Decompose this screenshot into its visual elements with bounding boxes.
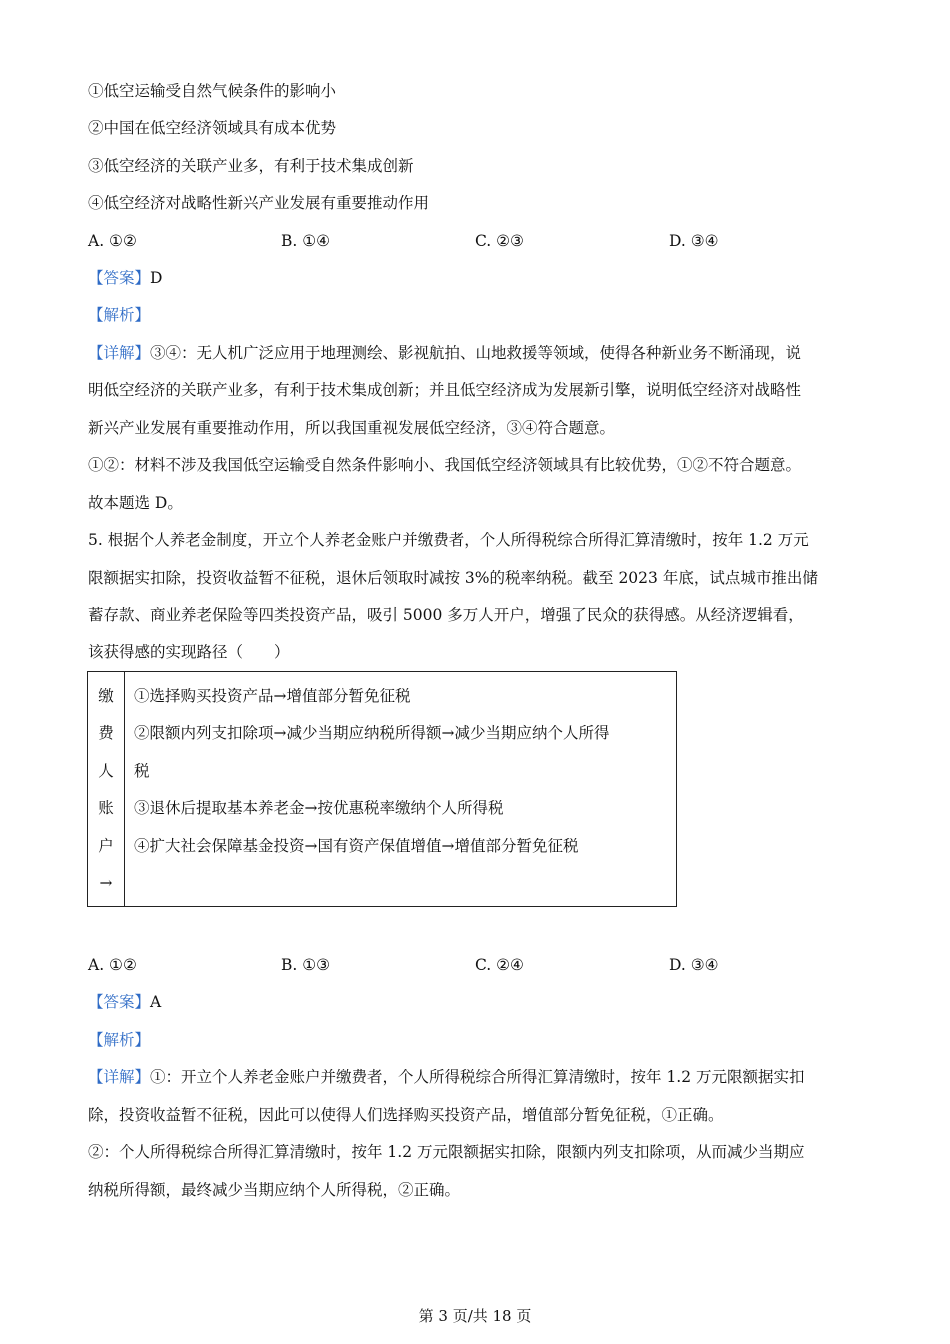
page-footer: 第 3 页/共 18 页 [418, 1307, 532, 1325]
q4-option-d: D. ③④ [669, 232, 719, 250]
q5-analysis-label: 【解析】 [88, 1031, 151, 1049]
q4-detail-line-1 [88, 342, 801, 364]
q5-option-a: A. ①② [88, 956, 137, 974]
q5-side-char-1: 缴 [98, 687, 114, 705]
q4-detail-text-1: ③④：无人机广泛应用于地理测绘、影视航拍、山地救援等领域，使得各种新业务不断涌现，说 [150, 344, 802, 362]
q4-detail-line-4: ①②：材料不涉及我国低空运输受自然条件影响小、我国低空经济领域具有比较优势，①②不符合题意。 [88, 456, 802, 474]
q5-box-statement-4: ④扩大社会保障基金投资→国有资产保值增值→增值部分暂免征税 [134, 837, 579, 855]
q4-statement-1: ①低空运输受自然气候条件的影响小 [88, 82, 337, 100]
q5-option-b: B. ①③ [281, 956, 331, 974]
q5-answer [88, 991, 161, 1013]
q5-side-char-6: → [99, 874, 113, 892]
q4-detail-line-3: 新兴产业发展有重要推动作用，所以我国重视发展低空经济，③④符合题意。 [88, 419, 616, 437]
q5-box-statement-2-cont: 税 [134, 762, 150, 780]
q5-detail-line-1 [88, 1066, 805, 1088]
q5-question-line-1: 5. 根据个人养老金制度，开立个人养老金账户并缴费者，个人所得税综合所得汇算清缴时，按年 1.2 万元 [88, 531, 809, 549]
q5-detail-label: 【详解】 [88, 1068, 151, 1086]
q4-option-c: C. ②③ [475, 232, 524, 250]
q4-statement-4: ④低空经济对战略性新兴产业发展有重要推动作用 [88, 194, 430, 212]
q5-detail-line-2: 除，投资收益暂不征税，因此可以使得人们选择购买投资产品，增值部分暂免征税，①正确。 [88, 1106, 724, 1124]
q5-box-statement-1: ①选择购买投资产品→增值部分暂免征税 [134, 687, 411, 705]
q4-option-a: A. ①② [88, 232, 137, 250]
q5-answer-label: 【答案】 [88, 993, 151, 1011]
q5-statement-table [87, 671, 677, 907]
q5-question-line-2: 限额据实扣除，投资收益暂不征税，退休后领取时减按 3%的税率纳税。截至 2023 年底，试点城市推出储 [88, 569, 818, 587]
q5-question-line-4: 该获得感的实现路径（ ） [88, 643, 290, 661]
q5-side-char-4: 账 [98, 799, 114, 817]
q4-options [88, 230, 848, 252]
q4-detail-line-2: 明低空经济的关联产业多，有利于技术集成创新；并且低空经济成为发展新引擎，说明低空经济对战略性 [88, 381, 802, 399]
q5-detail-line-4: 纳税所得额，最终减少当期应纳个人所得税，②正确。 [88, 1181, 461, 1199]
q4-option-b: B. ①④ [281, 232, 331, 250]
q5-option-d: D. ③④ [669, 956, 719, 974]
q5-table-side-column [88, 672, 125, 906]
q5-option-c: C. ②④ [475, 956, 524, 974]
q4-answer-value: D [150, 269, 163, 287]
q4-statement-2: ②中国在低空经济领域具有成本优势 [88, 119, 337, 137]
q5-side-char-5: 户 [98, 837, 114, 855]
q4-analysis-label: 【解析】 [88, 306, 151, 324]
q4-detail-label: 【详解】 [88, 344, 151, 362]
q4-detail-line-5: 故本题选 D。 [88, 494, 183, 512]
q5-detail-text-1: ①：开立个人养老金账户并缴费者，个人所得税综合所得汇算清缴时，按年 1.2 万元限额据实扣 [150, 1068, 805, 1086]
q5-box-statement-2: ②限额内列支扣除项→减少当期应纳税所得额→减少当期应纳个人所得 [134, 724, 610, 742]
q4-statement-3: ③低空经济的关联产业多，有利于技术集成创新 [88, 157, 414, 175]
q5-options [88, 954, 848, 976]
q5-side-char-3: 人 [98, 762, 114, 780]
q5-detail-line-3: ②：个人所得税综合所得汇算清缴时，按年 1.2 万元限额据实扣除，限额内列支扣除项，从而减少当期应 [88, 1143, 805, 1161]
q4-answer-label: 【答案】 [88, 269, 151, 287]
q5-answer-value: A [150, 993, 162, 1011]
q5-question-line-3: 蓄存款、商业养老保险等四类投资产品，吸引 5000 多万人开户，增强了民众的获得感。从经济逻辑看， [88, 606, 804, 624]
q5-side-char-2: 费 [98, 724, 114, 742]
q5-box-statement-3: ③退休后提取基本养老金→按优惠税率缴纳个人所得税 [134, 799, 504, 817]
q4-answer [88, 267, 162, 289]
